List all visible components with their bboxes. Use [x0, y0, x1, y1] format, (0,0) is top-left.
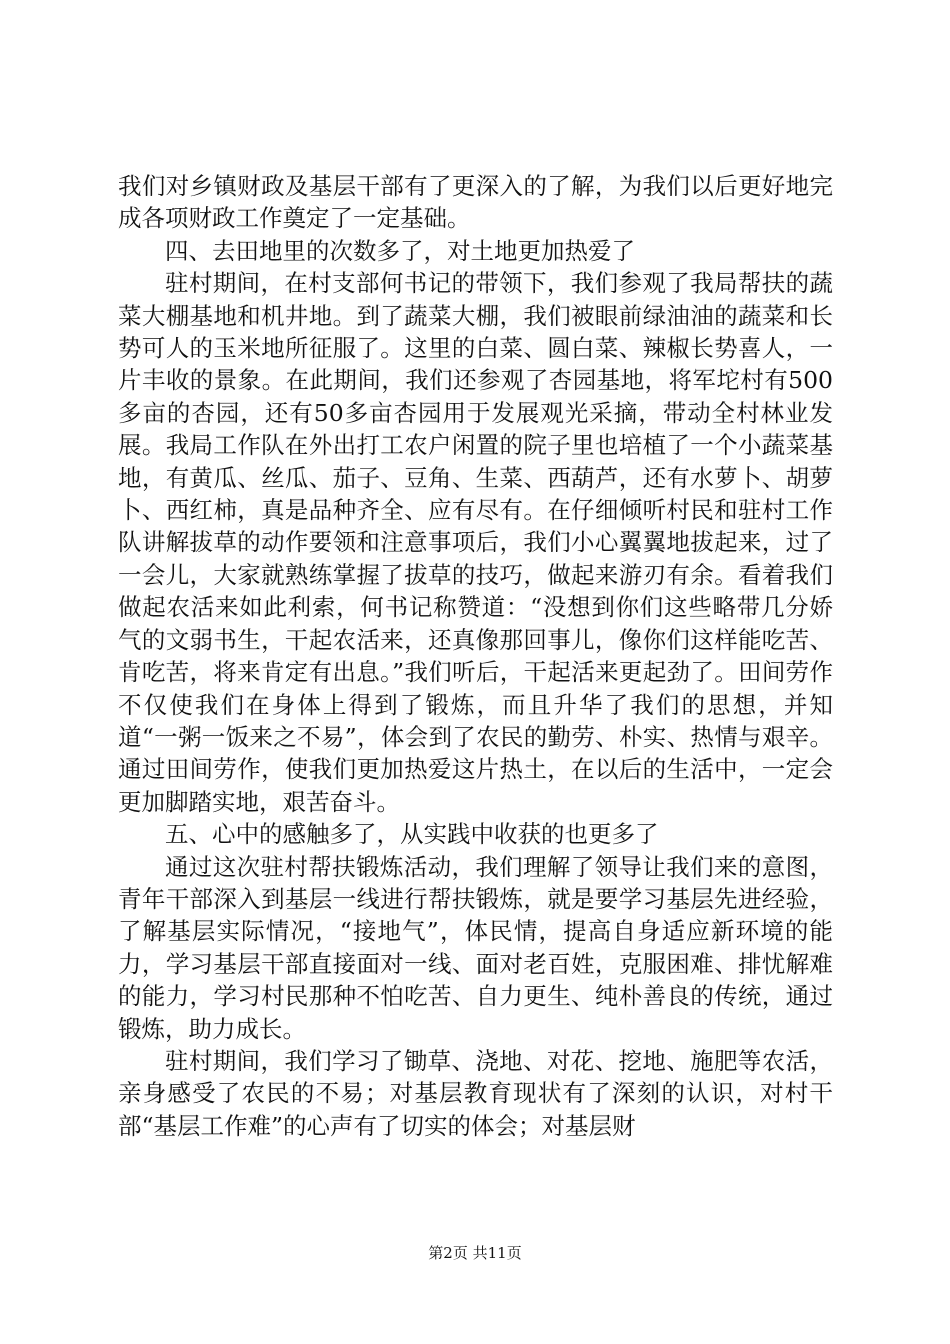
- paragraph: 驻村期间，我们学习了锄草、浇地、对花、挖地、施肥等农活，亲身感受了农民的不易；对基层教育现状有了深刻的认识，对村干部“基层工作难”的心声有了切实的体会；对基层财: [118, 1046, 833, 1140]
- paragraph: 驻村期间，在村支部何书记的带领下，我们参观了我局帮扶的蔬菜大棚基地和机井地。到了蔬菜大棚，我们被眼前绿油油的蔬菜和长势可人的玉米地所征服了。这里的白菜、圆白菜、辣椒长势喜人，一片丰收的景象。在此期间，我们还参观了杏园基地，将军坨村有500多亩的杏园，还有50多亩杏园用于发展观光采摘，带动全村林业发展。我局工作队在外出打工农户闲置的院子里也培植了一个小蔬菜基地，有黄瓜、丝瓜、茄子、豆角、生菜、西葫芦，还有水萝卜、胡萝卜、西红柿，真是品种齐全、应有尽有。在仔细倾听村民和驻村工作队讲解拔草的动作要领和注意事项后，我们小心翼翼地拔起来，过了一会儿，大家就熟练掌握了拔草的技巧，做起来游刃有余。看着我们做起农活来如此利索，何书记称赞道：“没想到你们这些略带几分娇气的文弱书生，干起农活来，还真像那回事儿，像你们这样能吃苦、肯吃苦，将来肯定有出息。”我们听后，干起活来更起劲了。田间劳作不仅使我们在身体上得到了锻炼，而且升华了我们的思想，并知道“一粥一饭来之不易”，体会到了农民的勤劳、朴实、热情与艰辛。通过田间劳作，使我们更加热爱这片热土，在以后的生活中，一定会更加脚踏实地，艰苦奋斗。: [118, 269, 833, 816]
- paragraph-continuation: 我们对乡镇财政及基层干部有了更深入的了解，为我们以后更好地完成各项财政工作奠定了一定基础。: [118, 172, 833, 233]
- paragraph: 通过这次驻村帮扶锻炼活动，我们理解了领导让我们来的意图，青年干部深入到基层一线进行帮扶锻炼，就是要学习基层先进经验，了解基层实际情况，“接地气”，体民情，提高自身适应新环境的能力，学习基层干部直接面对一线、面对老百姓，克服困难、排忧解难的能力，学习村民那种不怕吃苦、自力更生、纯朴善良的传统，通过锻炼，助力成长。: [118, 852, 833, 1043]
- body-text: [118, 170, 833, 1142]
- page-number-footer: 第2页 共11页: [428, 1244, 522, 1262]
- section-heading-5: 五、心中的感触多了，从实践中收获的也更多了: [165, 820, 659, 849]
- section-heading-4: 四、去田地里的次数多了，对土地更加热爱了: [165, 236, 635, 265]
